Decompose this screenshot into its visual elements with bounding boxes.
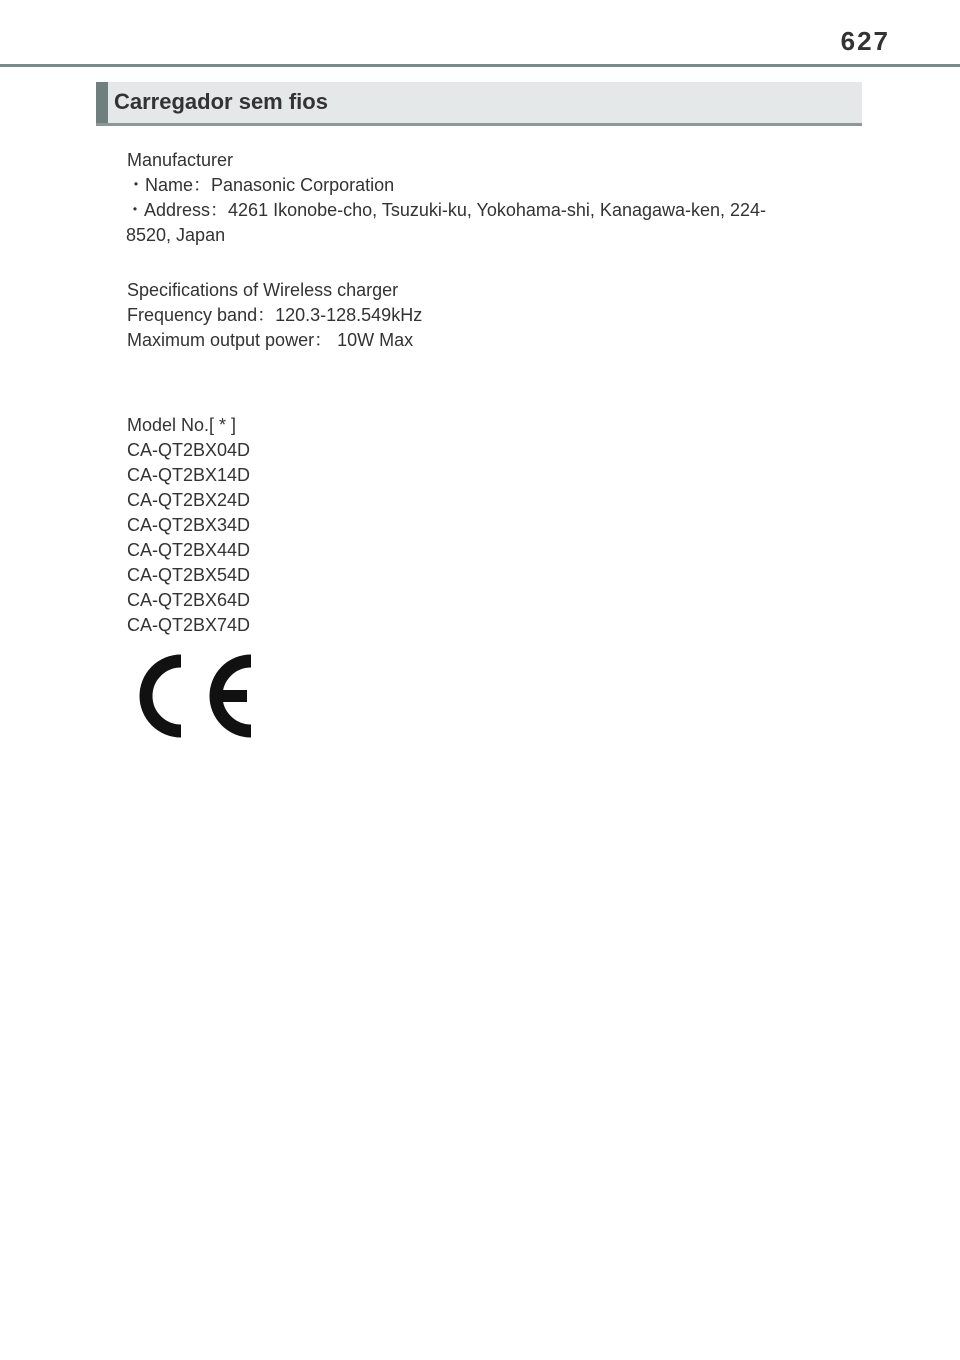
manufacturer-heading: Manufacturer (127, 150, 234, 170)
models-heading: Model No.[ * ] (127, 415, 237, 435)
specifications-block (127, 278, 827, 353)
section-title: Carregador sem fios (114, 89, 328, 114)
model-item: CA-QT2BX64D (127, 590, 251, 610)
model-item: CA-QT2BX14D (127, 465, 251, 485)
model-item: CA-QT2BX34D (127, 515, 251, 535)
maximum-output-power: Maximum output power： 10W Max (127, 330, 414, 350)
model-item: CA-QT2BX04D (127, 440, 251, 460)
document-body (127, 148, 827, 638)
top-rule (0, 64, 960, 67)
page-number: 627 (840, 26, 890, 56)
section-header (96, 82, 862, 126)
model-item: CA-QT2BX54D (127, 565, 251, 585)
manufacturer-block (127, 148, 827, 248)
models-block (127, 413, 827, 638)
model-item: CA-QT2BX74D (127, 615, 251, 635)
specifications-heading: Specifications of Wireless charger (127, 280, 399, 300)
ce-mark-icon (135, 653, 255, 739)
model-item: CA-QT2BX44D (127, 540, 251, 560)
manufacturer-address: ・Address：4261 Ikonobe-cho, Tsuzuki-ku, Yokohama-shi, Kanagawa-ken, 224-8520, Japan (126, 200, 767, 245)
model-item: CA-QT2BX24D (127, 490, 251, 510)
manufacturer-name: ・Name：Panasonic Corporation (127, 175, 395, 195)
frequency-band: Frequency band：120.3-128.549kHz (127, 305, 423, 325)
section-header-accent-bar (96, 82, 108, 123)
